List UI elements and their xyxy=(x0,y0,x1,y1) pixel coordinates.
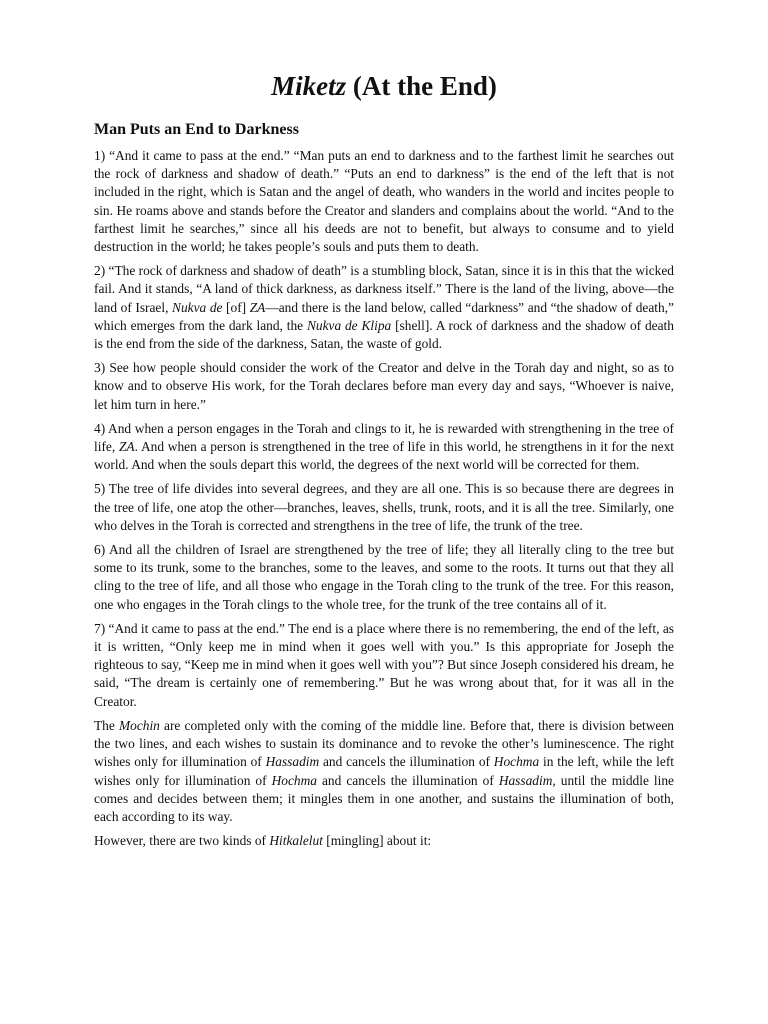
text-run: , until the middle line comes and decides between them; it mingles them in one another, and sustains the illumination of both, each according to its way. xyxy=(94,772,675,824)
text-run: are completed only with the coming of the middle line. Before that, there is division between the two lines, and each wishes to sustain its dominance and to revoke the other’s luminescence. The right wishes only for illumination of xyxy=(94,717,674,770)
italic-term: Hochma xyxy=(271,772,317,788)
text-run: . And when a person is strengthened in the tree of life in this world, he strengthens in it for the next world. And when the souls depart this world, the degrees of the next world will be corrected for them. xyxy=(94,439,675,473)
italic-term: Hochma xyxy=(493,754,540,770)
text-run: 2) “The rock of darkness and shadow of death” is a stumbling block, Satan, since it is in this that the wicked fail. And it stands, “A land of thick darkness, as darkness itself.” There is the land of the living, above—the land of Israel, xyxy=(94,263,674,315)
text-run: 6) And all the children of Israel are strengthened by the tree of life; they all literally cling to the tree but some to its trunk, some to the branches, some to the leaves, and some to the roots. It turns out that they all cling to the tree of life, and all those who engage in the Torah cling to the trunk of the tree. For this reason, one who engages in the Torah clings to the whole tree, for the trunk of the tree contains all of it. xyxy=(94,542,674,612)
text-run: in the left, while the left wishes only for illumination of xyxy=(94,754,674,788)
text-run: However, there are two kinds of xyxy=(94,833,270,849)
text-run: 3) See how people should consider the work of the Creator and delve in the Torah day and night, so as to know and to observe His work, for the Torah declares before man every day and says, “Whoever is naive, let him turn in here.” xyxy=(94,360,674,412)
text-run: [of] xyxy=(222,299,250,315)
italic-term: Hassadim xyxy=(498,772,553,788)
page-title xyxy=(94,66,674,106)
paragraph xyxy=(94,262,674,353)
title-rest: (At the End) xyxy=(346,71,497,101)
text-run: 1) “And it came to pass at the end.” “Man puts an end to darkness and to the farthest limit he searches out the rock of darkness and shadow of death.” “Puts an end to darkness” is the end of the left that is not included in the right, which is Satan and the angel of death, who wanders in the world and incites people to sin. He roams above and stands before the Creator and slanders and complains about the world. “And to the farthest limit he searches,” since all his deeds are not to benefit, but always to consume and to yield destruction in the world; he takes people’s souls and puts them to death. xyxy=(94,148,674,255)
italic-term: Nukva de Klipa xyxy=(306,317,392,333)
text-run: [shell]. A rock of darkness and the shadow of death is the end from the side of the darkness, Satan, the waste of gold. xyxy=(94,317,674,352)
text-run: 7) “And it came to pass at the end.” The end is a place where there is no remembering, the end of the left, as it is written, “Only keep me in mind when it goes well with you.” Is this appropriate for Joseph the righteous to say, “Keep me in mind when it goes well with you”? But since Joseph considered his dream, he said, “The dream is certainly one of remembering.” But he was wrong about that, for it was all in the Creator. xyxy=(94,620,674,709)
paragraph xyxy=(94,620,674,711)
italic-term: Hassadim xyxy=(265,754,320,770)
text-run: 5) The tree of life divides into several degrees, and they are all one. This is so because there are degrees in the tree of life, one atop the other—branches, leaves, shells, trunk, roots, and it is all the tree. Similarly, one who delves in the Torah is corrected and strengthens in the tree of life, the trunk of the tree. xyxy=(94,481,674,533)
text-run: [mingling] about it: xyxy=(322,833,432,849)
text-run: 4) And when a person engages in the Torah and clings to it, he is rewarded with strengthening in the tree of life, xyxy=(94,420,674,455)
paragraph xyxy=(94,717,674,826)
title-italic: Miketz xyxy=(271,71,347,101)
section-heading: Man Puts an End to Darkness xyxy=(94,121,299,138)
paragraph xyxy=(94,420,674,475)
paragraph xyxy=(94,541,674,614)
text-run: —and there is the land below, called “darkness” and “the shadow of death,” which emerges from the dark land, the xyxy=(94,299,674,333)
body-text xyxy=(94,147,674,850)
text-run: and cancels the illumination of xyxy=(316,772,499,788)
italic-term: Mochin xyxy=(118,717,160,733)
paragraph xyxy=(94,480,674,535)
text-run: and cancels the illumination of xyxy=(319,754,494,770)
text-run: The xyxy=(94,717,119,733)
italic-term: ZA xyxy=(249,299,266,315)
paragraph xyxy=(94,832,674,850)
paragraph xyxy=(94,359,674,414)
italic-term: Hitkalelut xyxy=(269,833,323,849)
italic-term: ZA xyxy=(118,439,135,455)
paragraph xyxy=(94,147,674,256)
italic-term: Nukva de xyxy=(172,299,223,315)
